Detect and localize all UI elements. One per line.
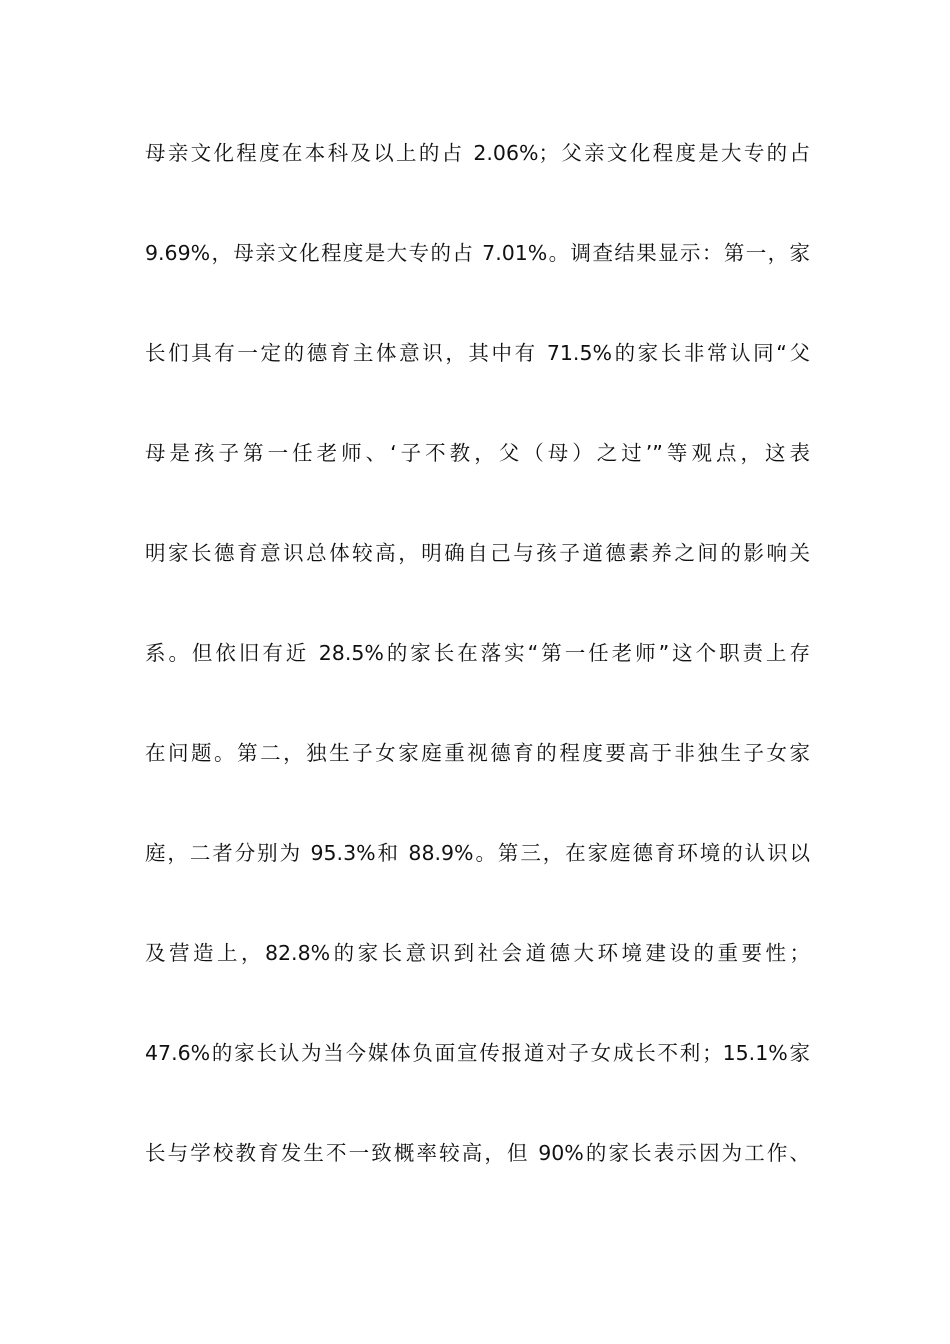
text-line-4: 母是孩子第一任老师、‘子不教，父（母）之过’”等观点，这表 [145, 441, 810, 465]
text-line-11: 长与学校教育发生不一致概率较高，但 90%的家长表示因为工作、 [145, 1141, 810, 1165]
text-line-10: 47.6%的家长认为当今媒体负面宣传报道对子女成长不利；15.1%家 [145, 1041, 810, 1065]
text-line-6: 系。但依旧有近 28.5%的家长在落实“第一任老师”这个职责上存 [145, 641, 810, 665]
text-line-9: 及营造上，82.8%的家长意识到社会道德大环境建设的重要性； [145, 941, 810, 965]
text-line-1: 母亲文化程度在本科及以上的占 2.06%；父亲文化程度是大专的占 [145, 141, 810, 165]
text-line-5: 明家长德育意识总体较高，明确自己与孩子道德素养之间的影响关 [145, 541, 810, 565]
body-paragraph [145, 128, 810, 1228]
text-line-7: 在问题。第二，独生子女家庭重视德育的程度要高于非独生子女家 [145, 741, 810, 765]
text-line-2: 9.69%，母亲文化程度是大专的占 7.01%。调查结果显示：第一，家 [145, 241, 810, 265]
text-line-3: 长们具有一定的德育主体意识，其中有 71.5%的家长非常认同“父 [145, 341, 810, 365]
text-line-8: 庭，二者分别为 95.3%和 88.9%。第三，在家庭德育环境的认识以 [145, 841, 810, 865]
